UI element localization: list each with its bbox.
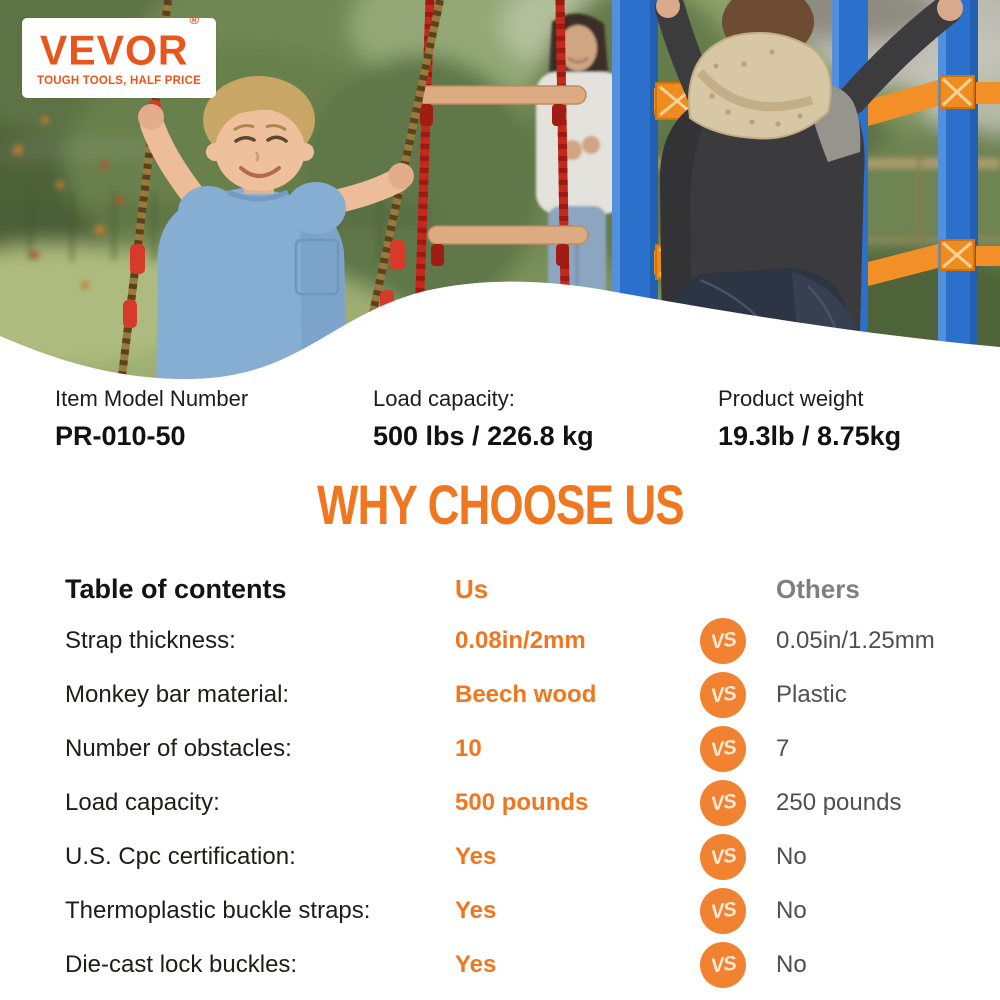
row-certification-vs (700, 830, 776, 884)
hero-photo (0, 0, 1000, 400)
vs-icon (700, 726, 746, 772)
spec-model-label: Item Model Number (55, 386, 249, 411)
row-load-capacity-us: 500 pounds (455, 789, 589, 816)
spec-load-capacity (373, 386, 718, 452)
vs-icon (700, 618, 746, 664)
vs-icon (700, 888, 746, 934)
brand-tagline: TOUGH TOOLS, HALF PRICE (37, 74, 201, 87)
spec-strip (0, 386, 1000, 452)
spec-load-capacity-label: Load capacity: (373, 386, 515, 411)
vs-icon (700, 780, 746, 826)
row-load-capacity-others: 250 pounds (776, 789, 902, 816)
brand-logo-text (39, 11, 200, 73)
row-lock-buckles-feature: Die-cast lock buckles: (65, 951, 298, 978)
row-monkey-bar-feature: Monkey bar material: (65, 681, 290, 708)
spec-model-value: PR-010-50 (55, 421, 186, 451)
spec-weight-value: 19.3lb / 8.75kg (718, 421, 902, 451)
row-buckle-straps-others: No (776, 897, 807, 924)
row-load-capacity-vs (700, 776, 776, 830)
row-buckle-straps-vs (700, 884, 776, 938)
col-header-others: Others (776, 573, 860, 604)
vs-icon (700, 834, 746, 880)
row-monkey-bar-others: Plastic (776, 681, 847, 708)
row-buckle-straps-feature: Thermoplastic buckle straps: (65, 897, 371, 924)
spec-weight (718, 386, 1000, 452)
registered-trademark-symbol: ® (189, 11, 200, 27)
row-monkey-bar-us: Beech wood (455, 681, 597, 708)
vs-icon-label: VS (709, 789, 737, 816)
vs-icon-label: VS (709, 627, 737, 654)
comparison-table (65, 564, 965, 992)
col-header-vs-spacer (700, 564, 776, 614)
vs-icon-label: VS (709, 843, 737, 870)
row-obstacles-us: 10 (455, 735, 482, 762)
row-certification-others: No (776, 843, 807, 870)
row-certification-feature: U.S. Cpc certification: (65, 843, 296, 870)
row-lock-buckles-others: No (776, 951, 807, 978)
row-strap-thickness-others: 0.05in/1.25mm (776, 627, 935, 654)
row-obstacles-feature: Number of obstacles: (65, 735, 292, 762)
brand-logo (22, 11, 216, 98)
row-load-capacity-feature: Load capacity: (65, 789, 220, 816)
vs-icon-label: VS (709, 735, 737, 762)
spec-weight-label: Product weight (718, 386, 864, 411)
row-strap-thickness-vs (700, 614, 776, 668)
section-title-wrap (0, 473, 1000, 537)
row-lock-buckles-vs (700, 938, 776, 992)
spec-model (55, 386, 373, 452)
section-title: WHY CHOOSE US (316, 473, 684, 537)
col-header-us: Us (455, 573, 489, 604)
vs-icon (700, 942, 746, 988)
row-strap-thickness-feature: Strap thickness: (65, 627, 236, 654)
brand-name: VEVOR (39, 26, 189, 73)
row-monkey-bar-vs (700, 668, 776, 722)
vs-icon-label: VS (709, 951, 737, 978)
col-header-feature: Table of contents (65, 573, 287, 604)
row-strap-thickness-us: 0.08in/2mm (455, 627, 586, 654)
row-certification-us: Yes (455, 843, 497, 870)
spec-load-capacity-value: 500 lbs / 226.8 kg (373, 421, 594, 451)
row-lock-buckles-us: Yes (455, 951, 497, 978)
row-buckle-straps-us: Yes (455, 897, 497, 924)
vs-icon-label: VS (709, 681, 737, 708)
vs-icon (700, 672, 746, 718)
row-obstacles-others: 7 (776, 735, 790, 762)
row-obstacles-vs (700, 722, 776, 776)
vs-icon-label: VS (709, 897, 737, 924)
